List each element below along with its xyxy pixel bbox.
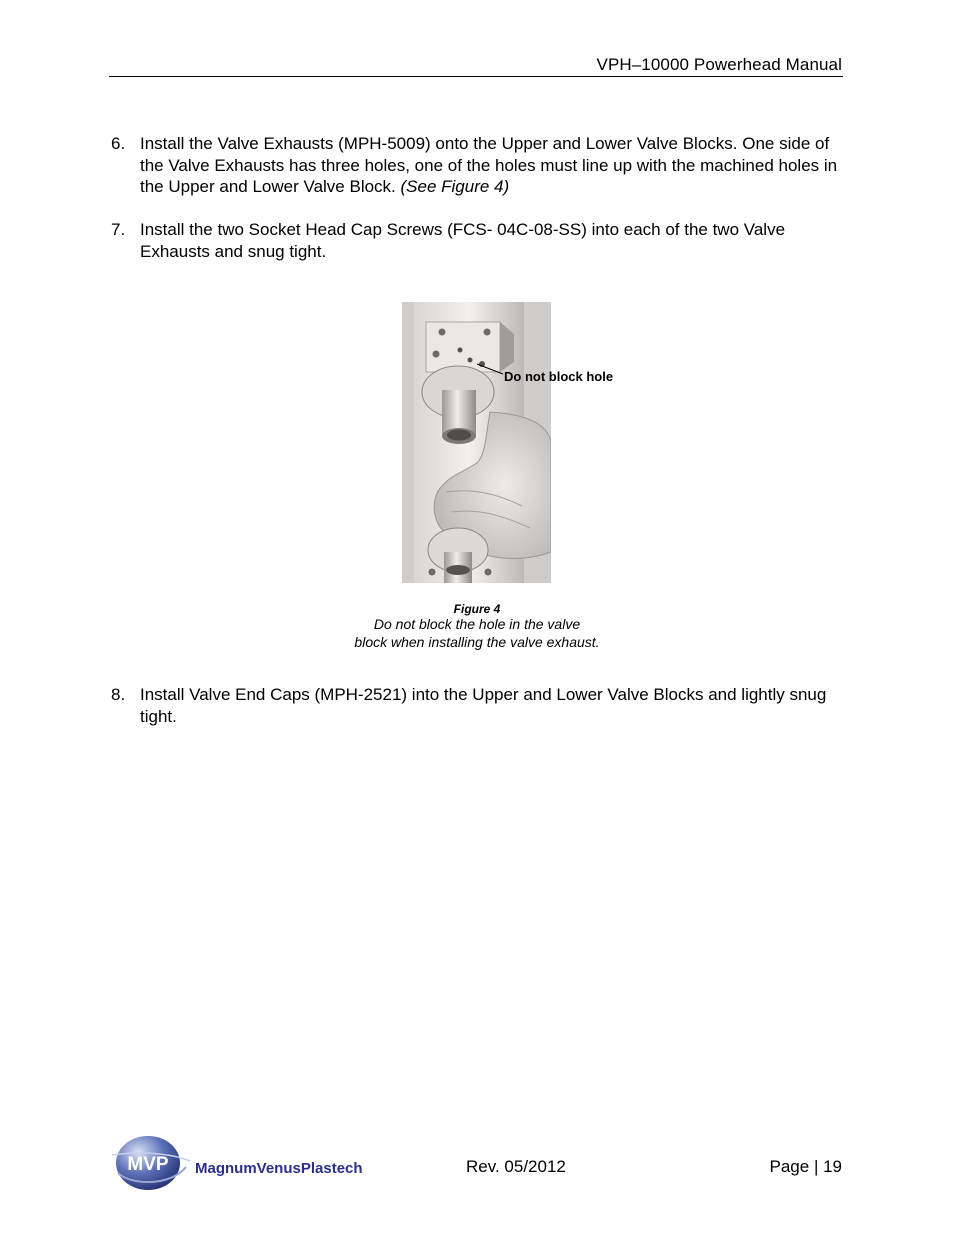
company-logo-graphic xyxy=(110,1133,400,1193)
figure-reference: (See Figure 4) xyxy=(400,177,510,196)
document-title: VPH–10000 Powerhead Manual xyxy=(596,55,842,74)
step-text xyxy=(140,133,846,198)
figure-caption-line-2: block when installing the valve exhaust. xyxy=(354,634,600,650)
figure-caption-line-1: Do not block the hole in the valve xyxy=(373,616,581,632)
step-text: Install Valve End Caps (MPH-2521) into the Upper and Lower Valve Blocks and lightly snug tight. xyxy=(140,685,827,726)
logo-wordmark: MagnumVenusPlastech xyxy=(195,1160,363,1177)
revision-date: Rev. 05/2012 xyxy=(466,1157,566,1176)
step-6 xyxy=(111,133,846,198)
step-number: 7. xyxy=(111,220,126,239)
step-text: Install the two Socket Head Cap Screws (FCS- 04C-08-SS) into each of the two Valve Exhausts and snug tight. xyxy=(140,220,786,261)
step-number: 8. xyxy=(111,685,126,704)
step-6-body: Install the Valve Exhausts (MPH-5009) onto the Upper and Lower Valve Blocks. One side of the Valve Exhausts has three holes, one of the holes must line up with the machined holes in the Upper and Lower Valve Block. xyxy=(140,134,838,196)
page-number: Page | 19 xyxy=(769,1157,842,1176)
valve-exhaust-photo xyxy=(402,302,551,583)
header-divider xyxy=(109,76,843,77)
logo-badge-text: MVP xyxy=(127,1154,169,1175)
step-number: 6. xyxy=(111,134,126,153)
company-logo xyxy=(110,1133,400,1193)
valve-exhaust-photo-illustration xyxy=(402,302,551,583)
figure-label: Figure 4 xyxy=(453,602,501,616)
callout-label: Do not block hole xyxy=(504,369,614,384)
step-7 xyxy=(111,219,846,262)
step-8 xyxy=(111,684,846,727)
